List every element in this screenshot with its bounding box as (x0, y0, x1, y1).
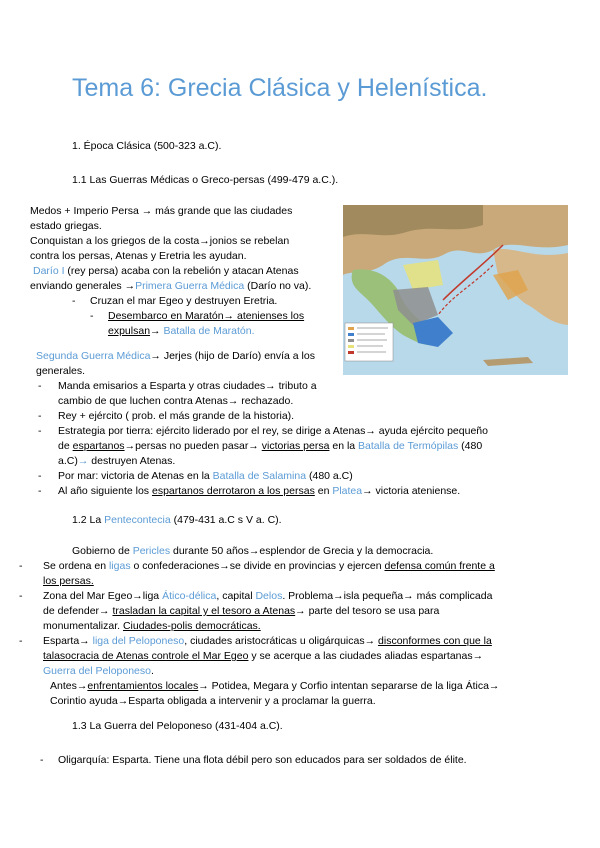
text: monumentalizar. (43, 620, 123, 632)
arrow: → (77, 455, 89, 467)
intro-line: estado griegas. (30, 220, 102, 232)
page-title: Tema 6: Grecia Clásica y Helenística. (72, 74, 488, 102)
text: → parte del tesoro se usa para (295, 605, 440, 617)
text: los persas. (43, 575, 94, 587)
text: destruyen Atenas. (88, 455, 176, 467)
intro-line (30, 280, 311, 292)
list-item: - Por mar: victoria de Atenas en la Batalla de Salamina (480 a.C) (38, 470, 353, 482)
list-item-cont (108, 325, 255, 337)
link-batalla-maraton: Batalla de Maratón. (163, 325, 255, 337)
text: (480 (458, 440, 483, 452)
text: Cruzan el mar Egeo y destruyen Eretria. (90, 295, 278, 307)
list-item-cont (58, 455, 175, 467)
text: → (150, 325, 164, 337)
intro-line: Medos + Imperio Persa → más grande que las ciudades (30, 205, 293, 217)
link-delos: Delos (255, 590, 283, 602)
text: victorias persa (261, 440, 330, 452)
heading-1-3: 1.3 La Guerra del Peloponeso (431-404 a.C). (72, 720, 283, 732)
text: disconformes con que la (378, 635, 492, 647)
list-item: - Desembarco en Maratón→ atenienses los (90, 310, 305, 322)
list-item-cont (43, 665, 154, 677)
link-dario: Darío I (33, 265, 65, 277)
text: . (151, 665, 154, 677)
text: expulsan (108, 325, 151, 337)
link-atico-delica: Ático-délica (162, 590, 217, 602)
text: 1.2 La (72, 514, 105, 526)
list-item: - Se ordena en ligas o confederaciones→se divide en provincias y ejercen defensa común frente a (19, 560, 495, 572)
text: (480 a.C) (306, 470, 353, 482)
text: en la (329, 440, 359, 452)
text: defensa común frente a (384, 560, 495, 572)
text: Al año siguiente los (58, 485, 152, 497)
text: durante 50 años→esplendor de Grecia y la democracia. (170, 545, 434, 557)
heading-1-2 (72, 514, 282, 526)
list-item: - Manda emisarios a Esparta y otras ciudades→ tributo a (38, 380, 317, 392)
text: y se acerque a las ciudades aliadas espartanas→ (248, 650, 484, 662)
text: → victoria ateniense. (362, 485, 461, 497)
legend-swatch (348, 327, 354, 330)
second-line: generales. (36, 365, 86, 377)
text: talasocracia de Atenas controle el Mar Egeo (43, 650, 249, 662)
legend-swatch (348, 339, 354, 342)
text: de (58, 440, 73, 452)
text: → Jerjes (hijo de Darío) envía a los (150, 350, 315, 362)
text: Manda emisarios a Esparta y otras ciudades→ tributo a (58, 380, 317, 392)
legend-swatch (348, 333, 354, 336)
ante-line: Corintio ayuda→Esparta obligada a intervenir y a proclamar la guerra. (50, 695, 376, 707)
text: o confederaciones→se divide en provincias y ejercen (130, 560, 385, 572)
intro-line (33, 265, 299, 277)
text: a.C) (58, 455, 78, 467)
link-liga-peloponeso: liga del Peloponeso (92, 635, 185, 647)
legend-swatch (348, 351, 354, 354)
text: Ciudades-polis democráticas. (122, 620, 261, 632)
list-item-cont (58, 440, 482, 452)
intro-line: Conquistan a los griegos de la costa→jonios se rebelan (30, 235, 290, 247)
ante-line (50, 680, 499, 692)
list-item: - Rey + ejército ( prob. el más grande de la historia). (38, 410, 295, 422)
list-item: - Estrategia por tierra: ejército liderado por el rey, se dirige a Atenas→ ayuda ejército pequeño (38, 425, 488, 437)
text: Esparta→ (43, 635, 93, 647)
text: enviando generales → (30, 280, 136, 292)
link-pentecontecia: Pentecontecia (104, 514, 171, 526)
text: (Darío no va). (244, 280, 312, 292)
list-item: - Esparta→ liga del Peloponeso, ciudades aristocráticas u oligárquicas→ disconformes con que la (19, 635, 492, 647)
text: de defender→ (43, 605, 113, 617)
text: trasladan la capital y el tesoro a Atenas (112, 605, 296, 617)
second-line (36, 350, 315, 362)
link-pericles: Pericles (132, 545, 171, 557)
text: enfrentamientos locales (87, 680, 199, 692)
text: (479-431 a.C s V a. C). (170, 514, 282, 526)
text: . Problema→isla pequeña→ más complicada (282, 590, 493, 602)
text: Estrategia por tierra: ejército liderado por el rey, se dirige a Atenas→ ayuda ejército pequeño (58, 425, 488, 437)
link-primera-guerra: Primera Guerra Médica (135, 280, 245, 292)
text: →persas no pueden pasar→ (124, 440, 262, 452)
list-item-cont (43, 650, 483, 662)
link-platea: Platea (332, 485, 363, 497)
list-item-cont (43, 605, 439, 617)
list-item: - Cruzan el mar Egeo y destruyen Eretria. (72, 295, 278, 307)
link-ligas: ligas (108, 560, 131, 572)
list-item-cont (43, 575, 94, 587)
text: Oligarquía: Esparta. Tiene una flota débil pero son educados para ser soldados de élite. (58, 754, 467, 766)
text: Zona del Mar Egeo→liga (43, 590, 163, 602)
list-item: - Oligarquía: Esparta. Tiene una flota débil pero son educados para ser soldados de élite. (40, 754, 467, 766)
link-termopilas: Batalla de Termópilas (358, 440, 459, 452)
text: Antes→ (50, 680, 88, 692)
text: Rey + ejército ( prob. el más grande de la historia). (58, 410, 295, 422)
link-salamina: Batalla de Salamina (212, 470, 307, 482)
link-segunda-guerra: Segunda Guerra Médica (36, 350, 151, 362)
text: espartanos derrotaron a los persas (151, 485, 315, 497)
heading-1-1: 1.1 Las Guerras Médicas o Greco-persas (499-479 a.C.). (72, 174, 339, 186)
heading-1: 1. Época Clásica (500-323 a.C). (72, 140, 222, 152)
intro-line: contra los persas, Atenas y Eretria les ayudan. (30, 250, 247, 262)
text: , capital (216, 590, 256, 602)
text: espartanos (72, 440, 125, 452)
list-item: - Zona del Mar Egeo→liga Ático-délica, capital Delos. Problema→isla pequeña→ más complicada (19, 590, 493, 602)
text: Por mar: victoria de Atenas en la (58, 470, 213, 482)
text: (rey persa) acaba con la rebelión y atacan Atenas (64, 265, 299, 277)
legend-swatch (348, 345, 354, 348)
link-guerra-peloponeso: Guerra del Peloponeso (43, 665, 151, 677)
map-image (343, 205, 568, 375)
text: Desembarco en Maratón→ atenienses los (108, 310, 305, 322)
text: Gobierno de (72, 545, 133, 557)
text: → Potidea, Megara y Corfio intentan separarse de la liga Ática→ (198, 680, 500, 692)
text: Se ordena en (43, 560, 109, 572)
text: , ciudades aristocráticas u oligárquicas→ (184, 635, 379, 647)
text: en (314, 485, 333, 497)
list-item-cont (43, 620, 261, 632)
list-item: - Al año siguiente los espartanos derrotaron a los persas en Platea→ victoria ateniense. (38, 485, 461, 497)
list-item-cont: cambio de que luchen contra Atenas→ rechazado. (58, 395, 294, 407)
gov-line (72, 545, 433, 557)
